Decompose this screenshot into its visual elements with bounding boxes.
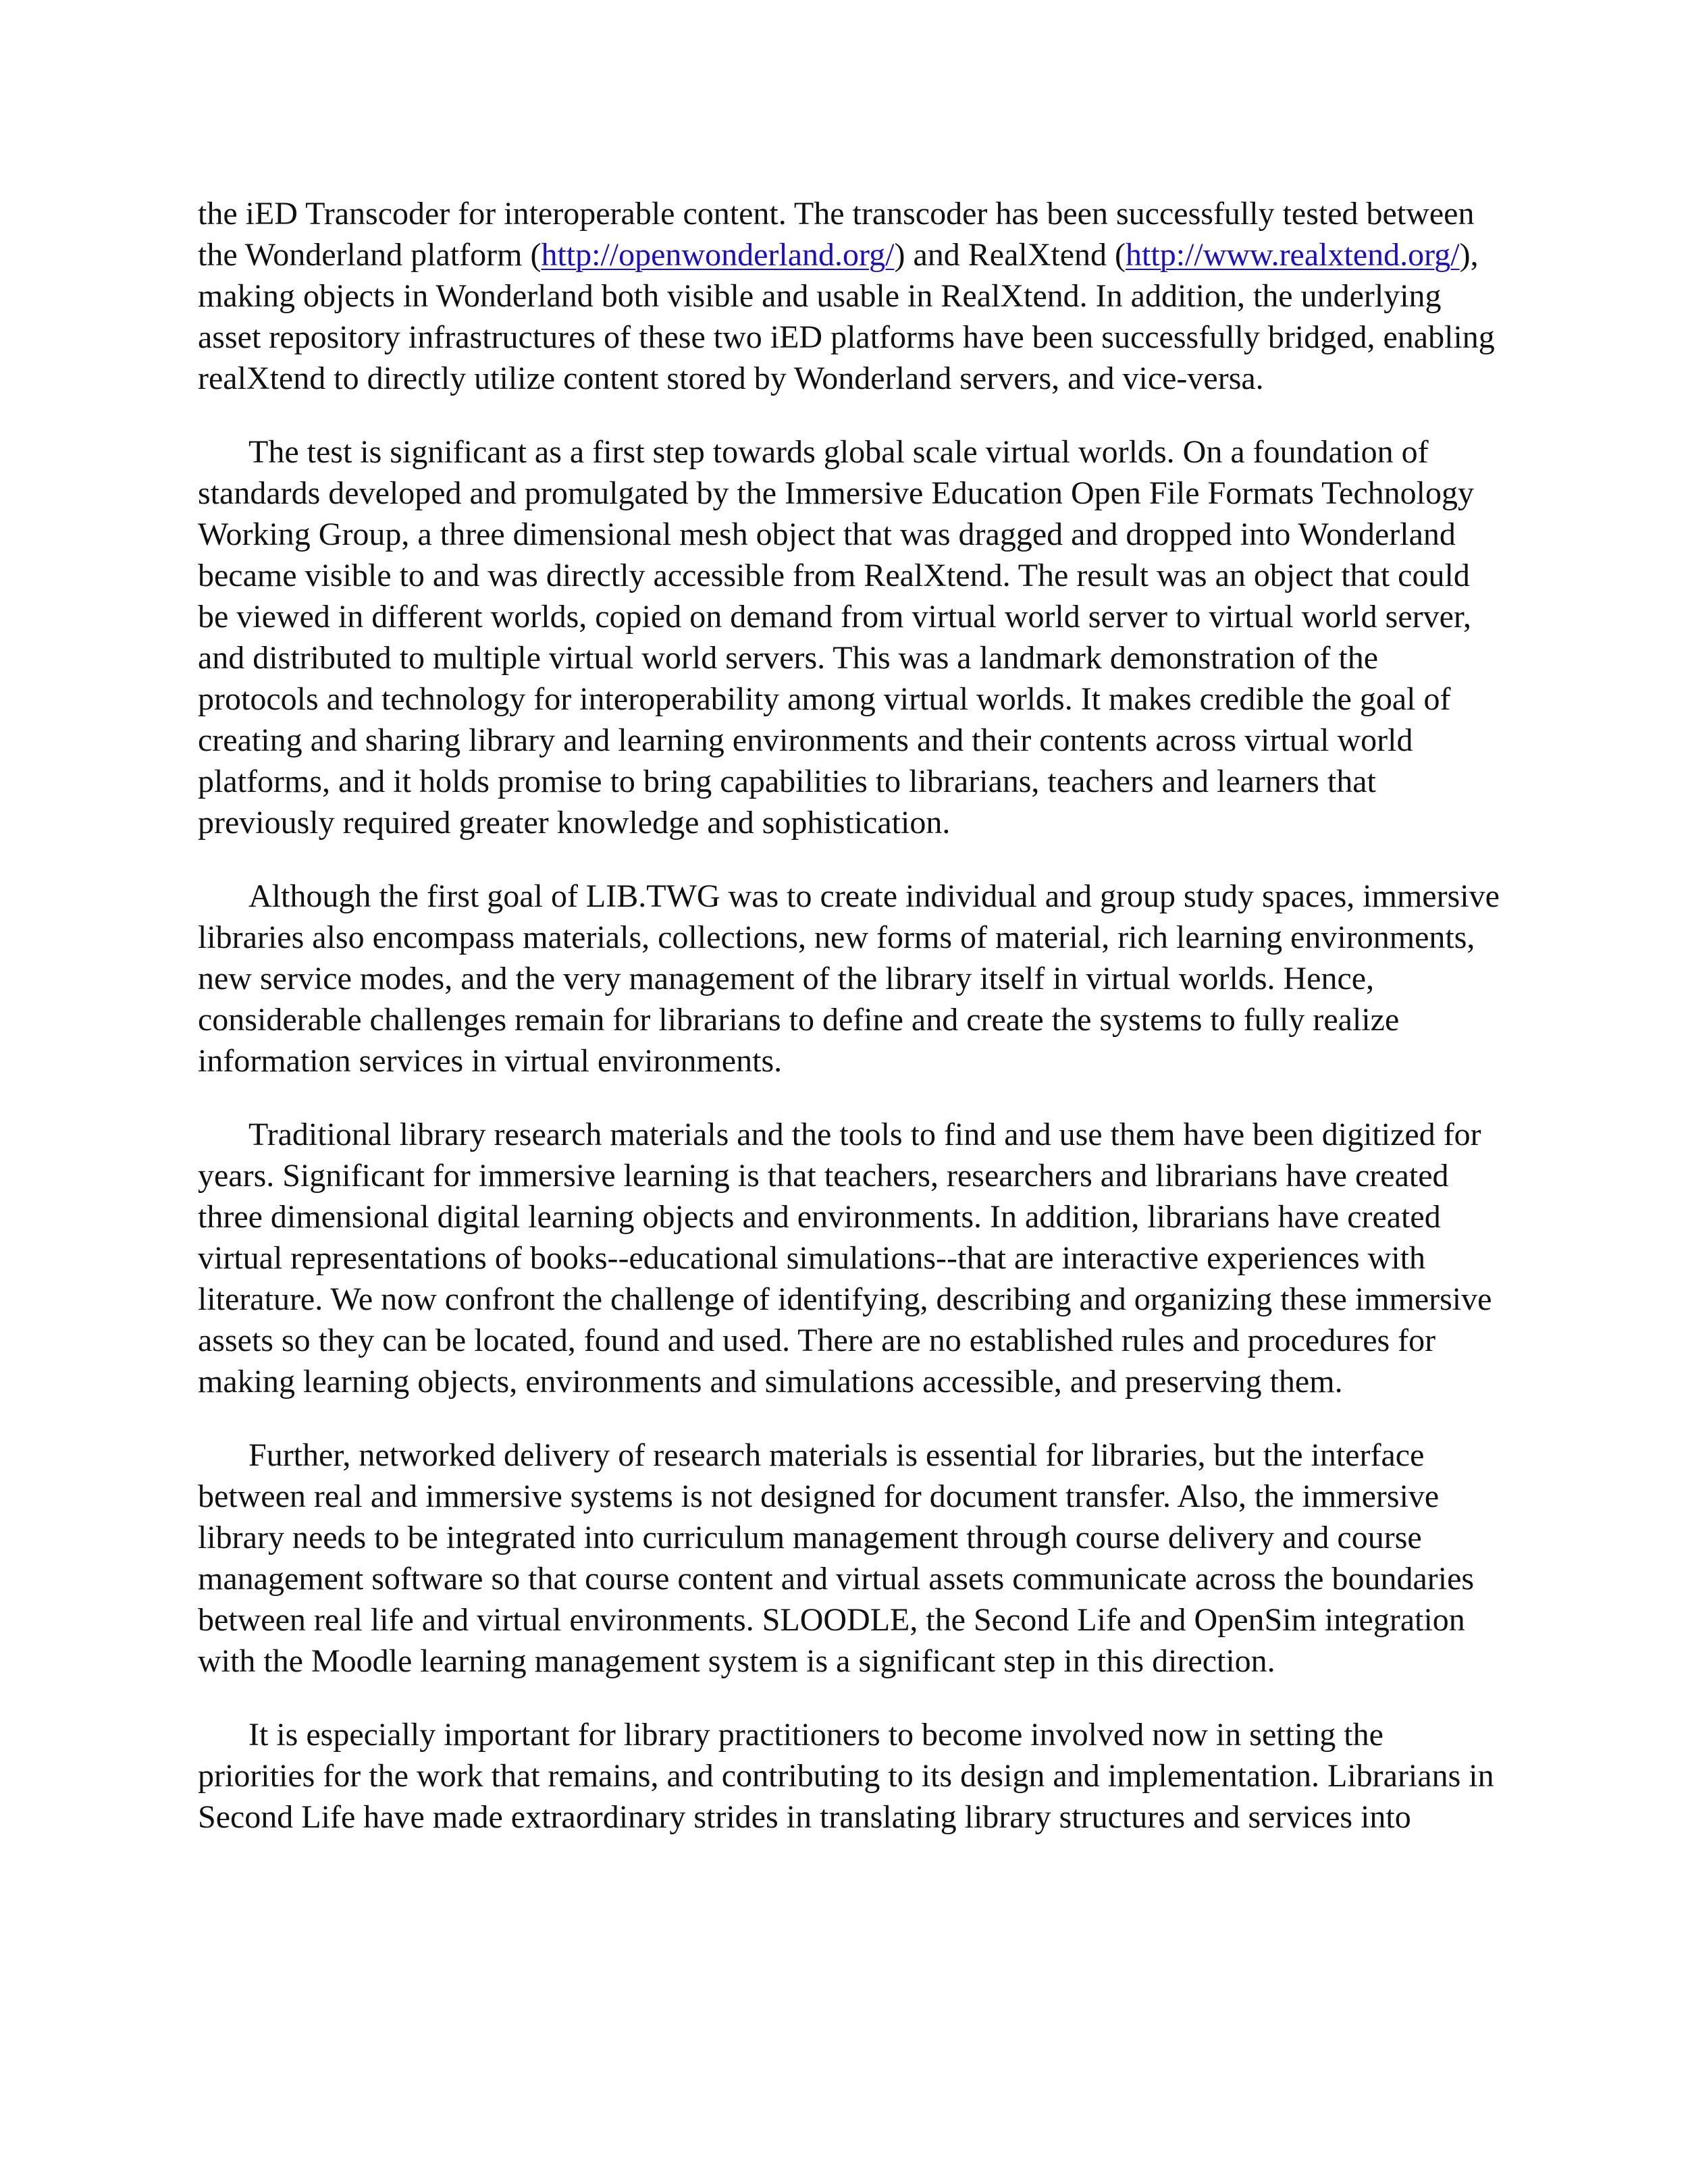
paragraph-text: the iED Transcoder for interoperable content. The transcoder has been successfully tested between the Wonderland platform ( [198,196,1475,273]
paragraph-2 [198,431,1501,843]
paragraph-text: Although the first goal of LIB.TWG was to create individual and group study spaces, immersive libraries also encompass materials, collections, new forms of material, rich learning environments, new service modes, and the very management of the library itself in virtual worlds. Hence, considerable challenges remain for librarians to define and create the systems to fully realize information services in virtual environments. [198,878,1500,1079]
paragraph-text: Traditional library research materials and the tools to find and use them have been digitized for years. Significant for immersive learning is that teachers, researchers and librarians have created three dimensional digital learning objects and environments. In addition, librarians have created virtual representations of books--educational simulations--that are interactive experiences with literature. We now confront the challenge of identifying, describing and organizing these immersive assets so they can be located, found and used. There are no established rules and procedures for making learning objects, environments and simulations accessible, and preserving them. [198,1117,1492,1400]
paragraph-text: ), making objects in Wonderland both visible and usable in RealXtend. In addition, the underlying asset repository infrastructures of these two iED platforms have been successfully bridged, enabling realXtend to directly utilize content stored by Wonderland servers, and vice-versa. [198,237,1495,396]
paragraph-4 [198,1114,1501,1402]
paragraph-3 [198,876,1501,1082]
paragraph-text: ) and RealXtend ( [894,237,1126,273]
openwonderland-link[interactable]: http://openwonderland.org/ [541,237,895,273]
paragraph-text: The test is significant as a first step towards global scale virtual worlds. On a foundation of standards developed and promulgated by the Immersive Education Open File Formats Technology Working Group, a three dimensional mesh object that was dragged and dropped into Wonderland became visible to and was directly accessible from RealXtend. The result was an object that could be viewed in different worlds, copied on demand from virtual world server to virtual world server, and distributed to multiple virtual world servers. This was a landmark demonstration of the protocols and technology for interoperability among virtual worlds. It makes credible the goal of creating and sharing library and learning environments and their contents across virtual world platforms, and it holds promise to bring capabilities to librarians, teachers and learners that previously required greater knowledge and sophistication. [198,434,1474,841]
paragraph-5 [198,1435,1501,1682]
realxtend-link[interactable]: http://www.realxtend.org/ [1126,237,1460,273]
paragraph-1 [198,193,1501,399]
paragraph-text: It is especially important for library practitioners to become involved now in setting the priorities for the work that remains, and contributing to its design and implementation. Librarians in Second Life have made extraordinary strides in translating library structures and services into [198,1717,1494,1835]
paragraph-6 [198,1714,1501,1838]
document-body [198,193,1501,1870]
paragraph-text: Further, networked delivery of research materials is essential for libraries, but the interface between real and immersive systems is not designed for document transfer. Also, the immersive library needs to be integrated into curriculum management through course delivery and course management software so that course content and virtual assets communicate across the boundaries between real life and virtual environments. SLOODLE, the Second Life and OpenSim integration with the Moodle learning management system is a significant step in this direction. [198,1437,1475,1679]
